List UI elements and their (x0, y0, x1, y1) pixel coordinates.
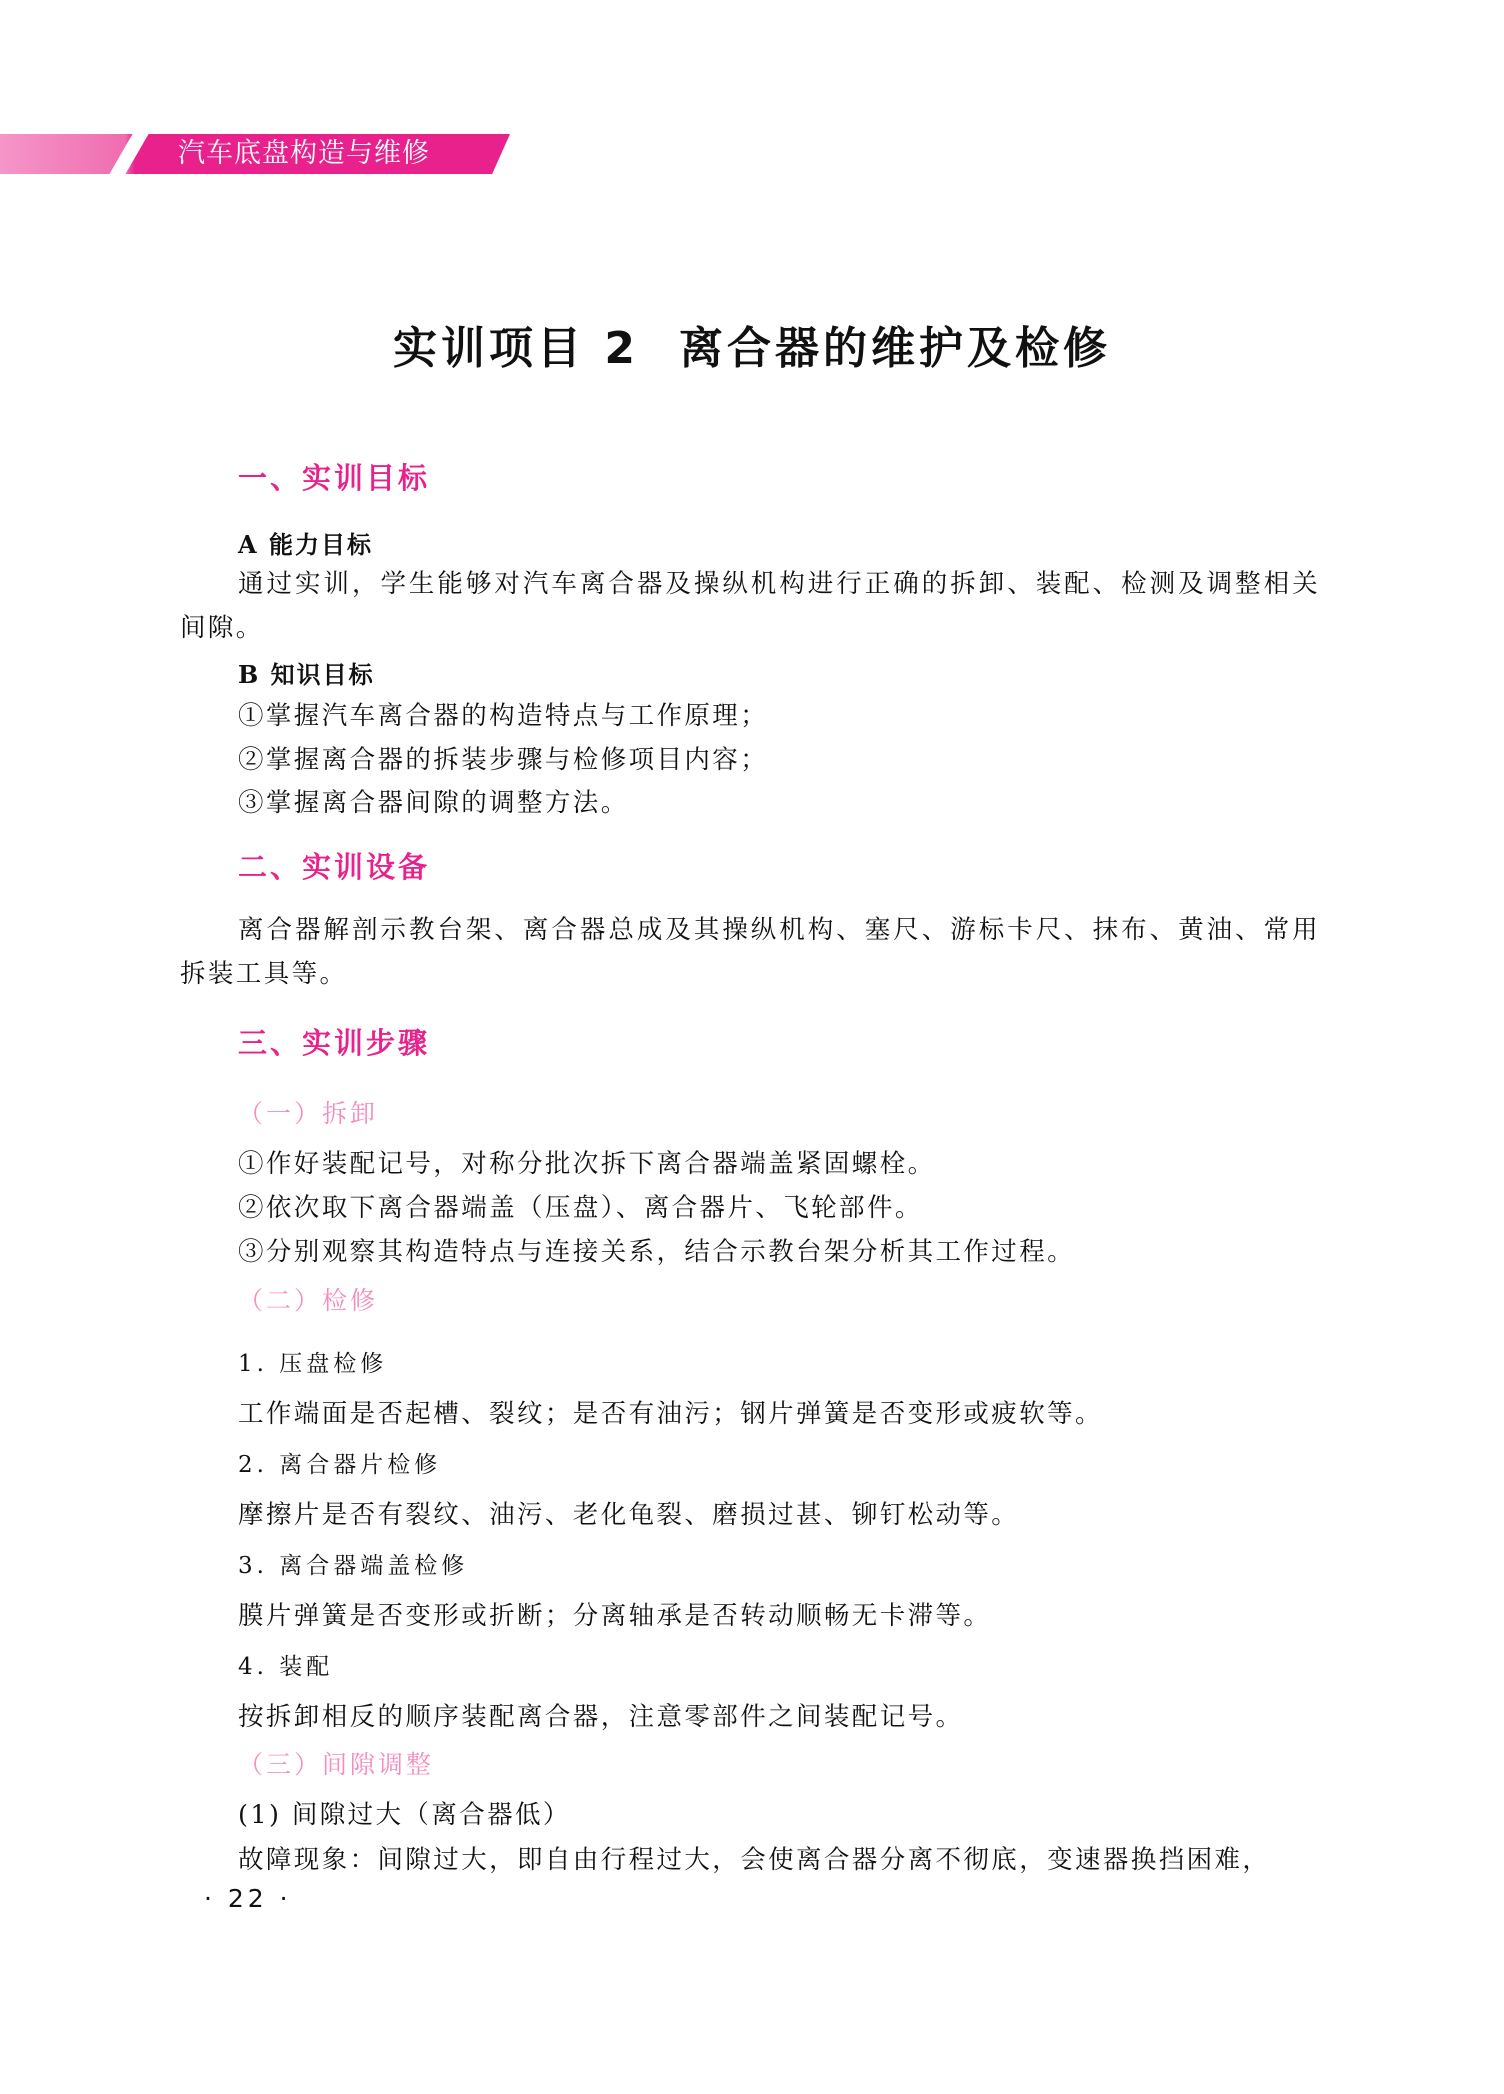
knowledge-objective-label: B 知识目标 (238, 660, 375, 689)
ability-objective-text: 通过实训，学生能够对汽车离合器及操纵机构进行正确的拆卸、装配、检测及调整相关间隙。 (180, 569, 1320, 643)
knowledge-item: ①掌握汽车离合器的构造特点与工作原理； (238, 701, 769, 731)
inspection-item-text: 工作端面是否起槽、裂纹；是否有油污；钢片弹簧是否变形或疲软等。 (238, 1399, 1103, 1429)
disassembly-step: ②依次取下离合器端盖（压盘）、离合器片、飞轮部件。 (238, 1193, 923, 1223)
section-heading-steps: 三、实训步骤 (238, 1026, 431, 1060)
project-number: 实训项目 2 (393, 323, 639, 374)
subheading-inspection: （二）检修 (238, 1286, 379, 1315)
inspection-item-label: 1. 压盘检修 (238, 1351, 388, 1377)
inspection-item-label: 4. 装配 (238, 1654, 334, 1680)
knowledge-item: ③掌握离合器间隙的调整方法。 (238, 788, 629, 818)
inspection-item-label: 2. 离合器片检修 (238, 1452, 442, 1478)
page-number: · 22 · (204, 1884, 292, 1913)
inspection-item-label: 3. 离合器端盖检修 (238, 1553, 469, 1579)
section-heading-objectives: 一、实训目标 (238, 461, 431, 495)
project-name: 离合器的维护及检修 (678, 323, 1111, 374)
knowledge-item: ②掌握离合器的拆装步骤与检修项目内容； (238, 745, 769, 775)
page-title (0, 312, 1504, 376)
fault-description: 故障现象：间隙过大，即自由行程过大，会使离合器分离不彻底，变速器换挡困难， (238, 1845, 1271, 1875)
ability-objective-label: A 能力目标 (238, 530, 373, 559)
inspection-item-text: 膜片弹簧是否变形或折断；分离轴承是否转动顺畅无卡滞等。 (238, 1601, 992, 1631)
disassembly-step: ③分别观察其构造特点与连接关系，结合示教台架分析其工作过程。 (238, 1237, 1076, 1267)
subheading-disassembly: （一）拆卸 (238, 1099, 379, 1128)
book-title: 汽车底盘构造与维修 (178, 138, 430, 169)
disassembly-step: ①作好装配记号，对称分批次拆下离合器端盖紧固螺栓。 (238, 1149, 936, 1179)
subheading-adjustment: （三）间隙调整 (238, 1750, 435, 1779)
inspection-item-text: 按拆卸相反的顺序装配离合器，注意零部件之间装配记号。 (238, 1702, 964, 1732)
equipment-text: 离合器解剖示教台架、离合器总成及其操纵机构、塞尺、游标卡尺、抹布、黄油、常用拆装工具等。 (180, 915, 1320, 989)
section-heading-equipment: 二、实训设备 (238, 850, 431, 884)
adjustment-case: (1) 间隙过大（离合器低） (238, 1800, 571, 1830)
inspection-item-text: 摩擦片是否有裂纹、油污、老化龟裂、磨损过甚、铆钉松动等。 (238, 1500, 1020, 1530)
